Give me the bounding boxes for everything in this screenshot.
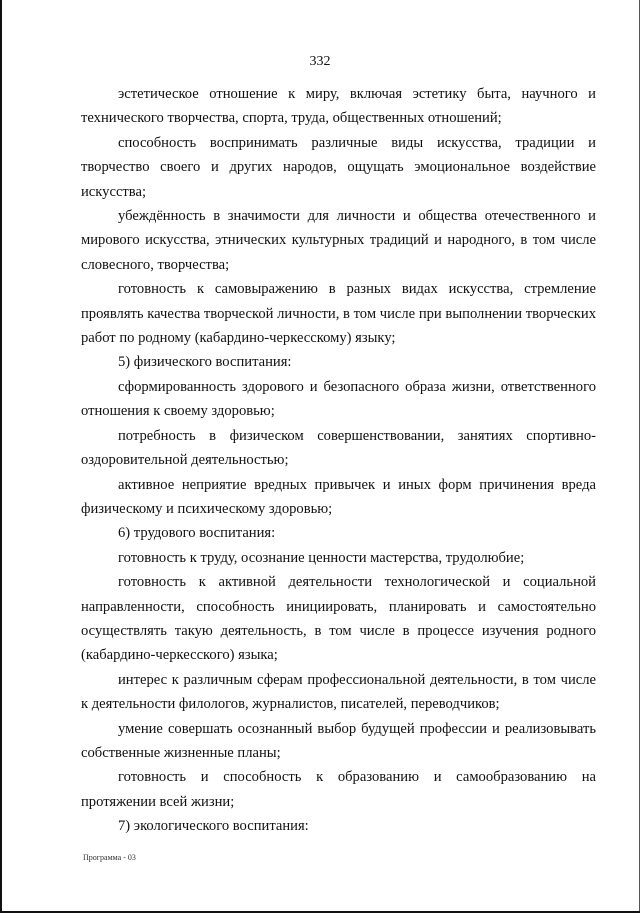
paragraph-aesthetic-attitude: эстетическое отношение к миру, включая эстетику быта, научного и технического творчества, спорта, труда, общественных отношений;	[81, 86, 596, 127]
paragraph-career-choice: умение совершать осознанный выбор будущей профессии и реализовывать собственные жизненные планы;	[81, 720, 596, 761]
paragraph-perception-ability: способность воспринимать различные виды искусства, традиции и творчество своего и других народов, ощущать эмоциональное воздействие искусства;	[81, 134, 596, 200]
paragraph-professional-interest: интерес к различным сферам профессиональной деятельности, в том числе к деятельности филологов, журналистов, писателей, переводчиков;	[81, 671, 596, 713]
section-heading-ecological: 7) экологического воспитания:	[118, 818, 309, 835]
body-text	[81, 82, 596, 839]
paragraph-active-activity: готовность к активной деятельности технологической и социальной направленности, способность инициировать, планировать и самостоятельно осуществлять такую деятельность, в том числе в процессе изучения родного (кабардино-черкесского) языка;	[81, 574, 596, 664]
paragraph-lifelong-learning: готовность и способность к образованию и самообразованию на протяжении всей жизни;	[81, 769, 596, 810]
paragraph-healthy-lifestyle: сформированность здорового и безопасного образа жизни, ответственного отношения к своему здоровью;	[81, 378, 596, 420]
paragraph-bad-habits: активное неприятие вредных привычек и иных форм причинения вреда физическому и психическому здоровью;	[81, 476, 596, 517]
page-number: 332	[309, 54, 331, 69]
paragraph-readiness-for-work: готовность к труду, осознание ценности мастерства, трудолюбие;	[118, 549, 525, 566]
scan-edge-left	[0, 0, 2, 913]
section-heading-physical: 5) физического воспитания:	[118, 354, 292, 371]
section-heading-labour: 6) трудового воспитания:	[118, 525, 276, 542]
paragraph-self-expression: готовность к самовыражению в разных видах искусства, стремление проявлять качества творческой личности, в том числе при выполнении творческих работ по родному (кабардино-черкесскому) языку;	[81, 281, 596, 347]
paragraph-physical-improvement: потребность в физическом совершенствовании, занятиях спортивно-оздоровительной деятельностью;	[81, 427, 596, 469]
footer-label: Программа - 03	[83, 853, 136, 862]
paragraph-art-significance: убеждённость в значимости для личности и общества отечественного и мирового искусства, этнических культурных традиций и народного, в том числе словесного, творчества;	[81, 208, 596, 273]
